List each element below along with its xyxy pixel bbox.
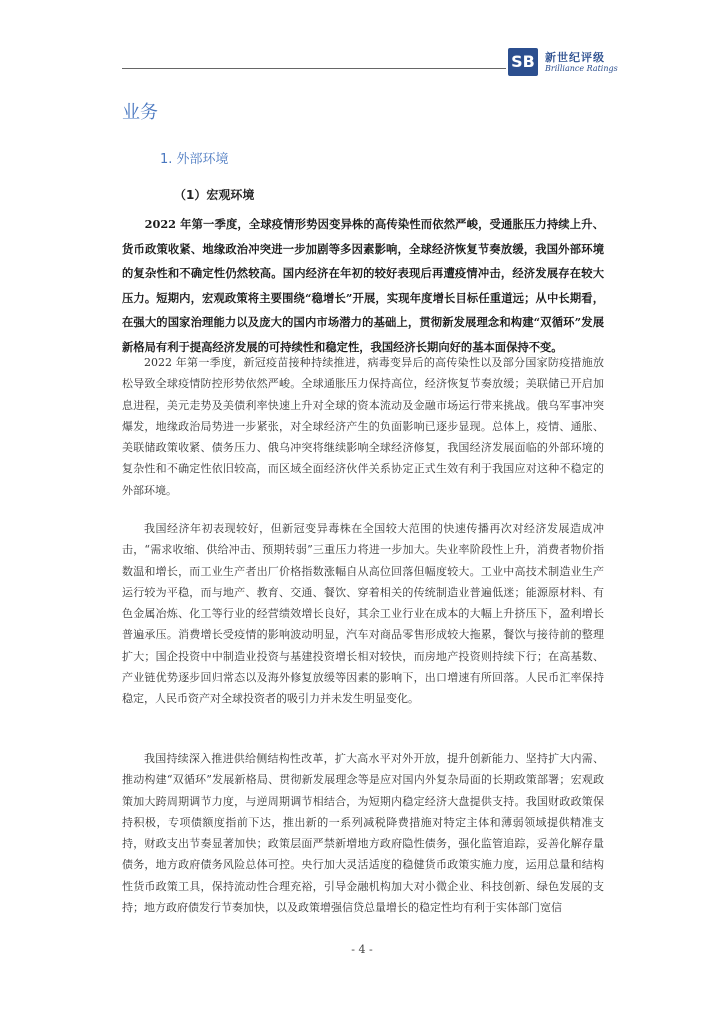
body-paragraph: 我国经济年初表现较好，但新冠变异毒株在全国较大范围的快速传播再次对经济发展造成冲击，“需求收缩、供给冲击、预期转弱”三重压力将进一步加大。失业率阶段性上升，消费者物价指数温和增长，而工业生产者出厂价格指数涨幅自从高位回落但幅度较大。工业中高技术制造业生产运行较为平稳，而与地产、教育、交通、餐饮、穿着相关的传统制造业普遍低迷；能源原材料、有色金属冶炼、化工等行业的经营绩效增长良好，其余工业行业在成本的大幅上升挤压下，盈利增长普遍承压。消费增长受疫情的影响波动明显，汽车对商品零售形成较大拖累，餐饮与接待前的整理扩大；国企投资中中制造业投资与基建投资增长相对较快，而房地产投资则持续下行；在高基数、产业链优势逐步回归常态以及海外修复放缓等因素的影响下，出口增速有所回落。人民币汇率保持稳定，人民币资产对全球投资者的吸引力并未发生明显变化。 (122, 522, 604, 706)
brand-name-en: Brilliance Ratings (545, 64, 618, 73)
body-paragraph: 我国持续深入推进供给侧结构性改革，扩大高水平对外开放，提升创新能力、坚持扩大内需、推动构建“双循环”发展新格局、贯彻新发展理念等是应对国内外复杂局面的长期政策部署；宏观政策加大跨周期调节力度，与逆周期调节相结合，为短期内稳定经济大盘提供支持。我国财政政策保持积极，专项债额度指前下达，推出新的一系列减税降费措施对特定主体和薄弱领域提供精准支持，财政支出节奏显著加快；政策层面严禁新增地方政府隐性债务，强化监管追踪，妥善化解存量债务，地方政府债务风险总体可控。央行加大灵活适度的稳健货币政策实施力度，运用总量和结构性货币政策工具，保持流动性合理充裕，引导金融机构加大对小微企业、科技创新、绿色发展的支持；地方政府债发行节奏加快，以及政策增强信贷总量增长的稳定性均有利于实体部门宽信 (122, 752, 604, 915)
subsection-title: 1. 外部环境 (160, 152, 229, 167)
summary-paragraph: 2022 年第一季度，全球疫情形势因变异株的高传染性而依然严峻，受通胀压力持续上升、货币政策收紧、地缘政治冲突进一步加剧等多因素影响，全球经济恢复节奏放缓，我国外部环境的复杂性和不确定性仍然较高。国内经济在年初的较好表现后再遭疫情冲击，经济发展存在较大压力。短期内，宏观政策将主要围绕“稳增长”开展，实现年度增长目标任重道远；从中长期看，在强大的国家治理能力以及庞大的国内市场潜力的基础上，贯彻新发展理念和构建“双循环”发展新格局有利于提高经济发展的可持续性和稳定性，我国经济长期向好的基本面保持不变。 (122, 217, 604, 354)
body-paragraph: 2022 年第一季度，新冠疫苗接种持续推进，病毒变异后的高传染性以及部分国家防疫措施放松导致全球疫情防控形势依然严峻。全球通胀压力保持高位，经济恢复节奏放缓；美联储已开启加息进程，美元走势及美债利率快速上升对全球的资本流动及金融市场运行带来挑战。俄乌军事冲突爆发，地缘政治局势进一步紧张，对全球经济产生的负面影响已逐步显现。总体上，疫情、通胀、美联储政策收紧、债务压力、俄乌冲突将继续影响全球经济修复，我国经济发展面临的外部环境的复杂性和不确定性依旧较高，而区域全面经济伙伴关系协定正式生效有利于我国应对这种不稳定的外部环境。 (122, 356, 604, 497)
header-rule (122, 68, 506, 69)
brand-name-cn: 新世纪评级 (545, 51, 605, 64)
section-title: 业务 (122, 102, 158, 123)
page-number: - 4 - (351, 943, 373, 956)
sub-subsection-title: （1）宏观环境 (174, 188, 255, 202)
logo-icon: SB (508, 48, 538, 76)
